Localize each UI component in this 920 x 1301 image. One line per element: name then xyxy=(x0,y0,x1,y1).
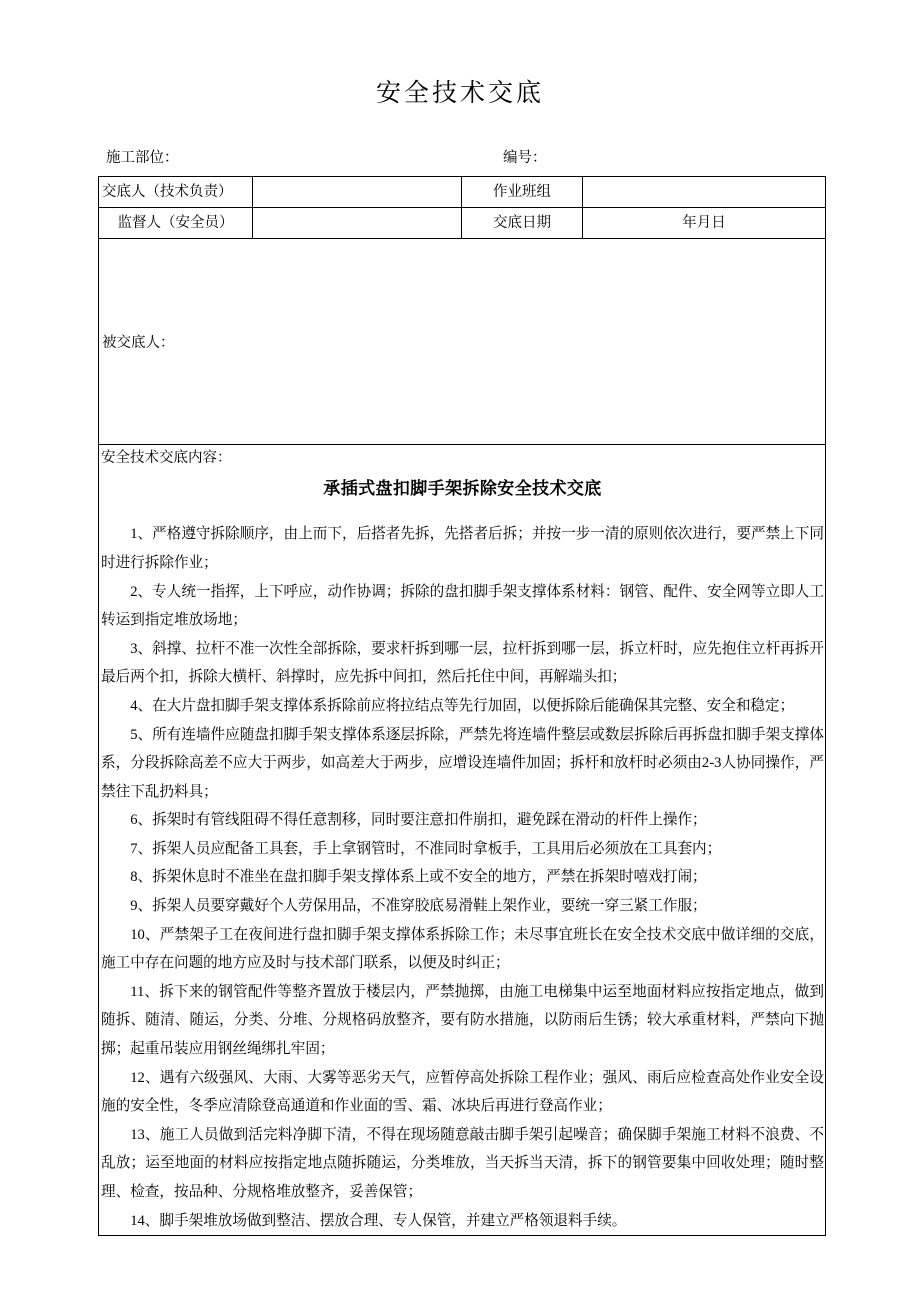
content-item: 14、脚手架堆放场做到整洁、摆放合理、专人保管，并建立严格领退料手续。 xyxy=(130,1212,627,1229)
content-item: 10、严禁架子工在夜间进行盘扣脚手架支撑体系拆除工作；未尽事宜班长在安全技术交底中做详细的交底，施工中存在问题的地方应及时与技术部门联系，以便及时纠正； xyxy=(101,926,824,972)
supervisor-label: 监督人（安全员） xyxy=(99,208,253,239)
construction-site-label: 施工部位： xyxy=(106,150,179,166)
supervisor-value[interactable] xyxy=(253,208,462,239)
table-row xyxy=(99,239,826,445)
content-item: 11、拆下来的钢管配件等整齐置放于楼层内，严禁抛掷，由施工电梯集中运至地面材料应按指定地点，做到随拆、随清、随运，分类、分堆、分规格码放整齐，要有防水措施，以防雨后生锈；较大承重材料，严禁向下抛掷；起重吊装应用钢丝绳绑扎牢固； xyxy=(101,983,824,1058)
recipients-label: 被交底人： xyxy=(102,335,175,352)
disclosure-date-label: 交底日期 xyxy=(462,208,583,239)
content-item: 4、在大片盘扣脚手架支撑体系拆除前应将拉结点等先行加固，以便拆除后能确保其完整、安全和稳定； xyxy=(130,697,795,714)
table-row xyxy=(99,445,826,1236)
content-item: 8、拆架休息时不准坐在盘扣脚手架支撑体系上或不安全的地方，严禁在拆架时嘻戏打闹； xyxy=(130,869,707,886)
work-team-label: 作业班组 xyxy=(462,177,583,208)
content-item: 2、专人统一指挥，上下呼应，动作协调；拆除的盘扣脚手架支撑体系材料：钢管、配件、安全网等立即人工转运到指定堆放场地； xyxy=(101,583,824,629)
content-section-label: 安全技术交底内容： xyxy=(101,450,232,466)
table-row xyxy=(99,208,826,239)
content-item: 3、斜撑、拉杆不准一次性全部拆除，要求杆拆到哪一层，拉杆拆到哪一层，拆立杆时，应先抱住立杆再拆开最后两个扣，拆除大横杆、斜撑时，应先拆中间扣，然后托住中间，再解端头扣； xyxy=(101,640,824,686)
page-title: 安全技术交底 xyxy=(375,80,544,107)
document-number-label: 编号： xyxy=(503,150,547,166)
recipients-cell[interactable] xyxy=(99,239,826,445)
content-item: 12、遇有六级强风、大雨、大雾等恶劣天气，应暂停高处拆除工程作业；强风、雨后应检查高处作业安全设施的安全性，冬季应清除登高通道和作业面的雪、霜、冰块后再进行登高作业； xyxy=(101,1069,824,1115)
content-heading: 承插式盘扣脚手架拆除安全技术交底 xyxy=(323,478,602,498)
content-item: 1、严格遵守拆除顺序，由上而下，后搭者先拆，先搭者后拆；并按一步一清的原则依次进行，要严禁上下同时进行拆除作业； xyxy=(101,526,824,571)
work-team-value[interactable] xyxy=(583,177,826,208)
content-item: 13、施工人员做到活完料净脚下清，不得在现场随意敲击脚手架引起噪音；确保脚手架施工材料不浪费、不乱放；运至地面的材料应按指定地点随拆随运，分类堆放，当天拆当天清，拆下的钢管要集中回收处理；随时整理、检查，按品种、分规格堆放整齐，妥善保管； xyxy=(101,1126,824,1201)
content-item: 9、拆架人员要穿戴好个人劳保用品，不准穿胶底易滑鞋上架作业，要统一穿三紧工作服； xyxy=(130,898,707,915)
content-cell xyxy=(99,445,826,1236)
content-body xyxy=(101,520,824,1235)
content-item: 5、所有连墙件应随盘扣脚手架支撑体系逐层拆除，严禁先将连墙件整层或数层拆除后再拆盘扣脚手架支撑体系，分段拆除高差不应大于两步，如高差大于两步，应增设连墙件加固；拆杆和放杆时必须由2-3人协同操作，严禁往下乱扔料具； xyxy=(101,726,824,800)
presenter-label: 交底人（技术负责） xyxy=(99,177,253,208)
meta-line xyxy=(98,145,825,171)
disclosure-date-value[interactable]: 年月日 xyxy=(583,208,826,239)
content-item: 6、拆架时有管线阻碍不得任意割移，同时要注意扣件崩扣，避免踩在滑动的杆件上操作； xyxy=(130,812,707,829)
presenter-value[interactable] xyxy=(253,177,462,208)
content-item: 7、拆架人员应配备工具套，手上拿钢管时，不准同时拿板手，工具用后必须放在工具套内； xyxy=(130,840,722,857)
disclosure-form-table xyxy=(98,176,826,1236)
table-row xyxy=(99,177,826,208)
